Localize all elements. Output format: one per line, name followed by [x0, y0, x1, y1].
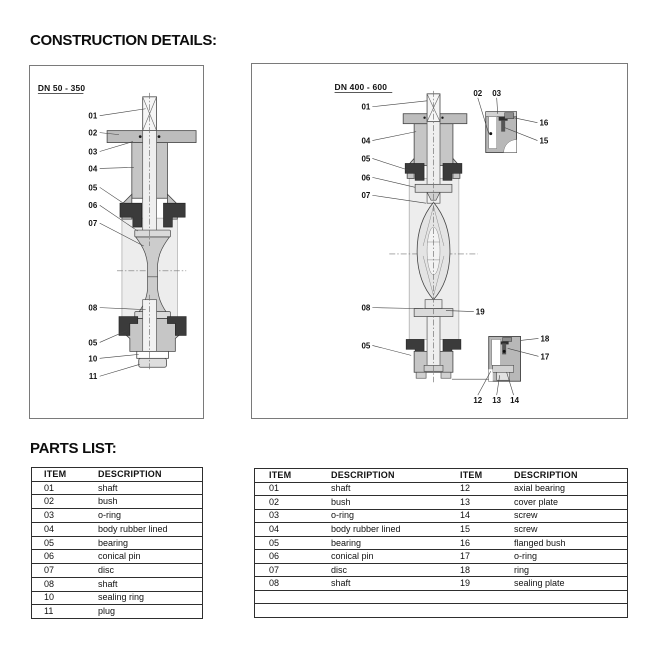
description-cell: bush [98, 497, 118, 507]
callout-04: 04 [361, 136, 371, 146]
description-cell: screw [514, 511, 538, 521]
callout-05: 05 [361, 154, 371, 164]
item-cell: 08 [44, 579, 55, 589]
sealing-ring [137, 351, 169, 358]
item-cell: 06 [269, 552, 280, 562]
table-row [32, 563, 202, 577]
table-row [255, 495, 627, 509]
plug [139, 358, 167, 367]
table-row [32, 577, 202, 591]
table-row [32, 536, 202, 550]
item-header: ITEM [460, 470, 483, 480]
callout-03: 03 [88, 147, 98, 157]
description-cell: conical pin [98, 552, 141, 562]
callout-02: 02 [88, 128, 98, 138]
disc-top-plate [135, 230, 171, 237]
item-cell: 07 [269, 565, 280, 575]
item-cell: 03 [44, 511, 55, 521]
description-cell: bearing [331, 538, 362, 548]
table-header-row [32, 468, 202, 481]
item-cell: 19 [460, 579, 471, 589]
callout-05-bottom: 05 [88, 338, 98, 348]
table-row [32, 494, 202, 508]
callout-08: 08 [88, 303, 98, 313]
table-row [32, 508, 202, 522]
description-cell: axial bearing [514, 484, 566, 494]
item-cell: 01 [44, 483, 55, 493]
callout-12: 12 [473, 396, 483, 406]
ring [503, 337, 512, 341]
callout-05-bottom: 05 [361, 341, 371, 351]
table-row [255, 563, 627, 577]
table-row [255, 549, 627, 563]
table-row [32, 549, 202, 563]
callout-13: 13 [492, 396, 502, 406]
item-cell: 01 [269, 484, 280, 494]
callout-07: 07 [88, 219, 98, 229]
table-row [255, 482, 627, 496]
description-cell: flanged bush [514, 538, 566, 548]
table-row [32, 604, 202, 618]
foot-left [416, 372, 426, 378]
description-cell: shaft [331, 579, 351, 589]
item-cell: 02 [269, 497, 280, 507]
description-cell: cover plate [514, 497, 559, 507]
table-row [255, 536, 627, 550]
parts-table-dn400-600 [254, 468, 628, 618]
table-row [255, 590, 627, 604]
item-cell: 03 [269, 511, 280, 521]
item-cell: 04 [269, 524, 280, 534]
callout-14: 14 [510, 396, 520, 406]
callout-06: 06 [88, 201, 98, 211]
parts-table-dn50-350 [31, 467, 203, 619]
table-row [255, 603, 627, 617]
description-cell: ring [514, 565, 530, 575]
table-row [32, 481, 202, 495]
description-cell: body rubber lined [331, 524, 401, 534]
description-cell: body rubber lined [98, 524, 168, 534]
description-cell: plug [98, 607, 116, 617]
callout-03: 03 [492, 88, 502, 98]
table-header-row [255, 469, 627, 482]
description-cell: sealing plate [514, 579, 565, 589]
table-row [32, 522, 202, 536]
description-cell: sealing ring [98, 593, 145, 603]
item-header: ITEM [44, 469, 67, 479]
valve-diagram-dn400-600 [252, 64, 627, 418]
item-cell: 18 [460, 565, 471, 575]
detail-bottom-assembly [489, 336, 521, 381]
item-cell: 05 [269, 538, 280, 548]
callout-08: 08 [361, 303, 371, 313]
description-cell: o-ring [98, 511, 122, 521]
callout-05: 05 [88, 183, 98, 193]
callout-11: 11 [88, 372, 98, 382]
item-cell: 13 [460, 497, 471, 507]
table-row [255, 509, 627, 523]
description-cell: shaft [98, 579, 118, 589]
item-cell: 17 [460, 552, 471, 562]
description-cell: bush [331, 497, 351, 507]
o-ring-dot [158, 135, 161, 138]
screw-shank [501, 121, 505, 132]
o-ring-dot [441, 117, 443, 119]
description-cell: screw [514, 524, 538, 534]
description-cell: shaft [98, 483, 118, 493]
callout-06: 06 [361, 173, 371, 183]
valve-cross-section-dn50-350 [107, 93, 196, 369]
description-cell: shaft [331, 484, 351, 494]
item-cell: 05 [44, 538, 55, 548]
construction-details-heading: CONSTRUCTION DETAILS: [30, 32, 217, 49]
o-ring-dot [139, 135, 142, 138]
table-row [255, 522, 627, 536]
diagram-box-dn400-600 [251, 63, 628, 419]
callout-10: 10 [88, 354, 98, 364]
table-row [255, 576, 627, 590]
diagram-box-dn50-350 [29, 65, 204, 419]
o-ring-dot [423, 117, 425, 119]
item-cell: 04 [44, 524, 55, 534]
callout-02: 02 [473, 88, 483, 98]
callout-01: 01 [361, 102, 371, 112]
axial-bearing [493, 365, 514, 372]
item-cell: 08 [269, 579, 280, 589]
description-header: DESCRIPTION [331, 470, 395, 480]
callout-17: 17 [540, 352, 550, 362]
callout-07: 07 [361, 191, 371, 201]
item-cell: 15 [460, 524, 471, 534]
description-cell: disc [98, 566, 115, 575]
callout-01: 01 [88, 111, 98, 121]
item-cell: 16 [460, 538, 471, 548]
item-cell: 10 [44, 593, 55, 603]
callout-04: 04 [88, 164, 98, 174]
flanged-bush [505, 113, 514, 119]
detail-top-assembly [486, 112, 517, 153]
callout-18: 18 [540, 334, 550, 344]
description-header: DESCRIPTION [514, 470, 578, 480]
description-cell: bearing [98, 538, 129, 548]
item-cell: 12 [460, 484, 471, 494]
table-row [32, 591, 202, 605]
foot-right [441, 372, 451, 378]
item-header: ITEM [269, 470, 292, 480]
item-cell: 14 [460, 511, 471, 521]
valve-diagram-dn50-350 [30, 66, 203, 418]
range-label-dn400-600: DN 400 - 600 [334, 81, 388, 92]
description-cell: o-ring [514, 552, 538, 562]
description-cell: disc [331, 565, 348, 575]
item-cell: 11 [44, 607, 54, 617]
item-cell: 07 [44, 566, 55, 575]
description-cell: o-ring [331, 511, 355, 521]
parts-list-heading: PARTS LIST: [30, 440, 117, 457]
callout-16: 16 [539, 118, 549, 128]
item-cell: 02 [44, 497, 55, 507]
description-cell: conical pin [331, 552, 374, 562]
range-label-dn50-350: DN 50 - 350 [37, 82, 86, 93]
description-header: DESCRIPTION [98, 469, 162, 479]
callout-19: 19 [475, 307, 485, 317]
item-cell: 06 [44, 552, 55, 562]
callout-15: 15 [539, 136, 549, 146]
